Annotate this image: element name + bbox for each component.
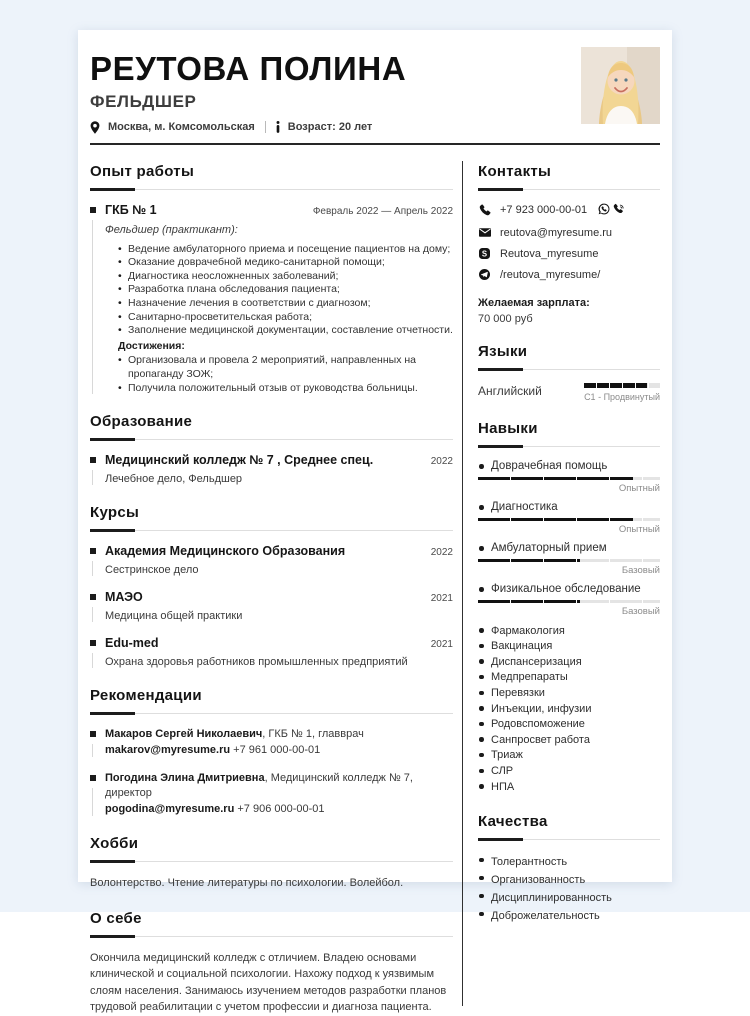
section-title: Опыт работы [90, 162, 195, 180]
language-level-bar [584, 383, 660, 388]
section-qualities [478, 813, 660, 925]
course-entry [90, 544, 453, 577]
section-underline [90, 530, 453, 531]
left-column [90, 145, 462, 1016]
duty-item: • Назначение лечения в соответствии с диагнозом; [118, 297, 453, 311]
course-name: Академия Медицинского Образования [105, 544, 346, 559]
skill-list-item: Триаж [478, 748, 660, 764]
course-entry [90, 590, 453, 623]
section-underline [478, 189, 660, 190]
info-icon [276, 121, 280, 133]
skill-item [478, 583, 660, 617]
skill-name: Амбулаторный прием [478, 542, 660, 554]
skill-item [478, 542, 660, 576]
section-underline [90, 713, 453, 714]
viber-icon [613, 203, 625, 218]
square-bullet-icon [90, 594, 96, 600]
work-dates: Февраль 2022 — Апрель 2022 [312, 205, 453, 217]
skill-item [478, 501, 660, 535]
referee-org: , ГКБ № 1, главврач [262, 728, 364, 741]
contact-email-row [478, 227, 660, 239]
section-courses [90, 504, 453, 669]
entry-timeline [92, 607, 93, 622]
position-title: Фельдшер (практикант): [105, 223, 238, 236]
entry-timeline [92, 220, 93, 395]
whatsapp-icon [598, 203, 610, 218]
salary-value: 70 000 руб [478, 312, 533, 325]
skype-icon [478, 248, 491, 259]
skill-level-label: Базовый [621, 564, 660, 576]
duty-item: • Диагностика неосложненных заболеваний; [118, 270, 453, 284]
course-name: МАЭО [105, 590, 143, 605]
svg-text:S: S [481, 249, 488, 259]
skill-list-item: Диспансеризация [478, 655, 660, 671]
language-name: Английский [478, 383, 542, 398]
referee-name: Погодина Элина Дмитриевна [105, 772, 265, 785]
telegram-icon [478, 269, 491, 280]
section-title: Курсы [90, 504, 140, 522]
person-name: РЕУТОВА ПОЛИНА [90, 50, 407, 87]
course-entry [90, 636, 453, 669]
referee-name: Макаров Сергей Николаевич [105, 728, 263, 741]
section-title: Навыки [478, 419, 538, 437]
section-title: Языки [478, 342, 528, 360]
course-details: Медицина общей практики [105, 610, 243, 623]
section-recommendations [90, 687, 453, 817]
section-title: О себе [90, 909, 142, 927]
achievement-item: • Организовала и провела 2 мероприятий, направленных на пропаганду ЗОЖ; [118, 354, 453, 381]
profile-photo [581, 47, 660, 124]
header-meta [90, 121, 406, 134]
course-name: Edu-med [105, 636, 159, 651]
recommendation-entry [90, 727, 453, 758]
contact-phone-row [478, 203, 660, 218]
section-underline [478, 446, 660, 447]
skill-list-item: Инъекции, инфузии [478, 702, 660, 718]
section-underline [478, 839, 660, 840]
duty-item: • Ведение амбулаторного приема и посещение пациентов на дому; [118, 243, 453, 257]
salary-block [478, 297, 660, 325]
resume-page [78, 30, 672, 1014]
duty-item: • Заполнение медицинской документации, составление отчетности. [118, 324, 453, 338]
skill-list-item: Перевязки [478, 686, 660, 702]
referee-email: pogodina@myresume.ru [105, 803, 235, 816]
skill-level-bar [478, 600, 660, 603]
school-name: Медицинский колледж № 7 , Среднее спец. [105, 453, 374, 468]
section-experience [90, 163, 453, 396]
skill-list-item: Фармакология [478, 624, 660, 640]
skill-list-item: Родовспоможение [478, 717, 660, 733]
experience-entry [90, 203, 453, 396]
duty-item: • Оказание доврачебной медико-санитарной помощи; [118, 256, 453, 270]
hobbies-text: Волонтерство. Чтение литературы по психологии. Волейбол. [90, 877, 404, 890]
skill-list-item: Санпросвет работа [478, 733, 660, 749]
duties-list [118, 243, 453, 338]
square-bullet-icon [90, 640, 96, 646]
phone-number: +7 923 000-00-01 [500, 204, 588, 217]
entry-timeline [92, 653, 93, 668]
age-text: Возраст: 20 лет [287, 121, 373, 134]
meta-separator [265, 121, 266, 133]
course-year: 2021 [430, 639, 453, 651]
referee-phone: +7 961 000-00-01 [233, 744, 321, 757]
skill-name: Диагностика [478, 501, 660, 513]
section-languages [478, 343, 660, 402]
entry-head [105, 203, 453, 217]
section-skills [478, 420, 660, 796]
section-title: Образование [90, 413, 193, 431]
referee-email: makarov@myresume.ru [105, 744, 231, 757]
job-title: ФЕЛЬДШЕР [90, 91, 197, 111]
resume-header [90, 44, 660, 134]
section-title: Хобби [90, 835, 139, 853]
skype-login: Reutova_myresume [500, 247, 599, 260]
quality-item: Дисциплинированность [478, 889, 660, 907]
company-name: ГКБ № 1 [105, 202, 157, 217]
course-details: Охрана здоровья работников промышленных предприятий [105, 656, 408, 669]
course-year: 2021 [430, 593, 453, 605]
section-underline [90, 861, 453, 862]
entry-timeline [92, 470, 93, 485]
skill-level-label: Базовый [621, 605, 660, 617]
messenger-icons [598, 203, 625, 218]
contact-telegram-row [478, 269, 660, 281]
section-title: Рекомендации [90, 687, 202, 705]
telegram-handle: /reutova_myresume/ [500, 268, 601, 281]
section-contacts [478, 163, 660, 325]
phone-icon [478, 204, 491, 216]
recommendation-entry [90, 771, 453, 817]
location-pin-icon [90, 121, 100, 134]
quality-item: Доброжелательность [478, 907, 660, 925]
education-year: 2022 [430, 456, 453, 468]
section-underline [90, 439, 453, 440]
entry-timeline [92, 788, 93, 816]
skill-level-label: Опытный [618, 523, 660, 535]
quality-item: Организованность [478, 871, 660, 889]
section-about [90, 910, 453, 1016]
duty-item: • Разработка плана обследования пациента; [118, 283, 453, 297]
skill-level-bar [478, 559, 660, 562]
skill-level-bar [478, 477, 660, 480]
header-identity [90, 44, 406, 134]
quality-item: Толерантность [478, 853, 660, 871]
section-underline [90, 189, 453, 190]
skill-list-item: Вакцинация [478, 639, 660, 655]
achievements-list [118, 354, 453, 395]
skill-level-label: Опытный [618, 482, 660, 494]
referee-org: , Медицинский колледж № 7, директор [105, 772, 413, 800]
course-details: Сестринское дело [105, 564, 199, 577]
section-title: Контакты [478, 162, 552, 180]
section-education [90, 413, 453, 486]
course-year: 2022 [430, 547, 453, 559]
section-hobbies [90, 835, 453, 892]
square-bullet-icon [90, 775, 96, 781]
skill-item [478, 460, 660, 494]
square-bullet-icon [90, 457, 96, 463]
skill-list-item: НПА [478, 780, 660, 796]
skill-name: Физикальное обследование [478, 583, 660, 595]
section-underline [90, 936, 453, 937]
entry-timeline [92, 744, 93, 757]
entry-timeline [92, 561, 93, 576]
education-details: Лечебное дело, Фельдшер [105, 473, 243, 486]
achievements-label: Достижения: [118, 339, 185, 352]
about-text: Окончила медицинский колледж с отличием. Владею основами клинической и социальной психологии. Нахожу подход к уязвимым слоям населения. Занимаюсь изучением методов разработки планов трудовой реабилитации с учетом профессии и диагноза пациента. [90, 951, 447, 1014]
square-bullet-icon [90, 207, 96, 213]
email-icon [478, 228, 491, 237]
salary-label: Желаемая зарплата: [478, 296, 590, 309]
square-bullet-icon [90, 548, 96, 554]
duty-item: • Санитарно-просветительская работа; [118, 311, 453, 325]
columns [90, 145, 660, 1016]
education-entry [90, 453, 453, 486]
achievement-item: • Получила положительный отзыв от руководства больницы. [118, 382, 453, 396]
referee-phone: +7 906 000-00-01 [237, 803, 325, 816]
right-column [463, 145, 660, 1016]
section-underline [478, 369, 660, 370]
section-title: Качества [478, 813, 548, 831]
skill-list-item: Медпрепараты [478, 670, 660, 686]
skill-level-bar [478, 518, 660, 521]
language-level-label: C1 - Продвинутый [584, 391, 660, 402]
skill-name: Доврачебная помощь [478, 460, 660, 472]
email-address: reutova@myresume.ru [500, 226, 613, 239]
contact-skype-row [478, 248, 660, 260]
language-row [478, 383, 660, 402]
skill-list-item: СЛР [478, 764, 660, 780]
location-text: Москва, м. Комсомольская [108, 121, 255, 134]
square-bullet-icon [90, 731, 96, 737]
